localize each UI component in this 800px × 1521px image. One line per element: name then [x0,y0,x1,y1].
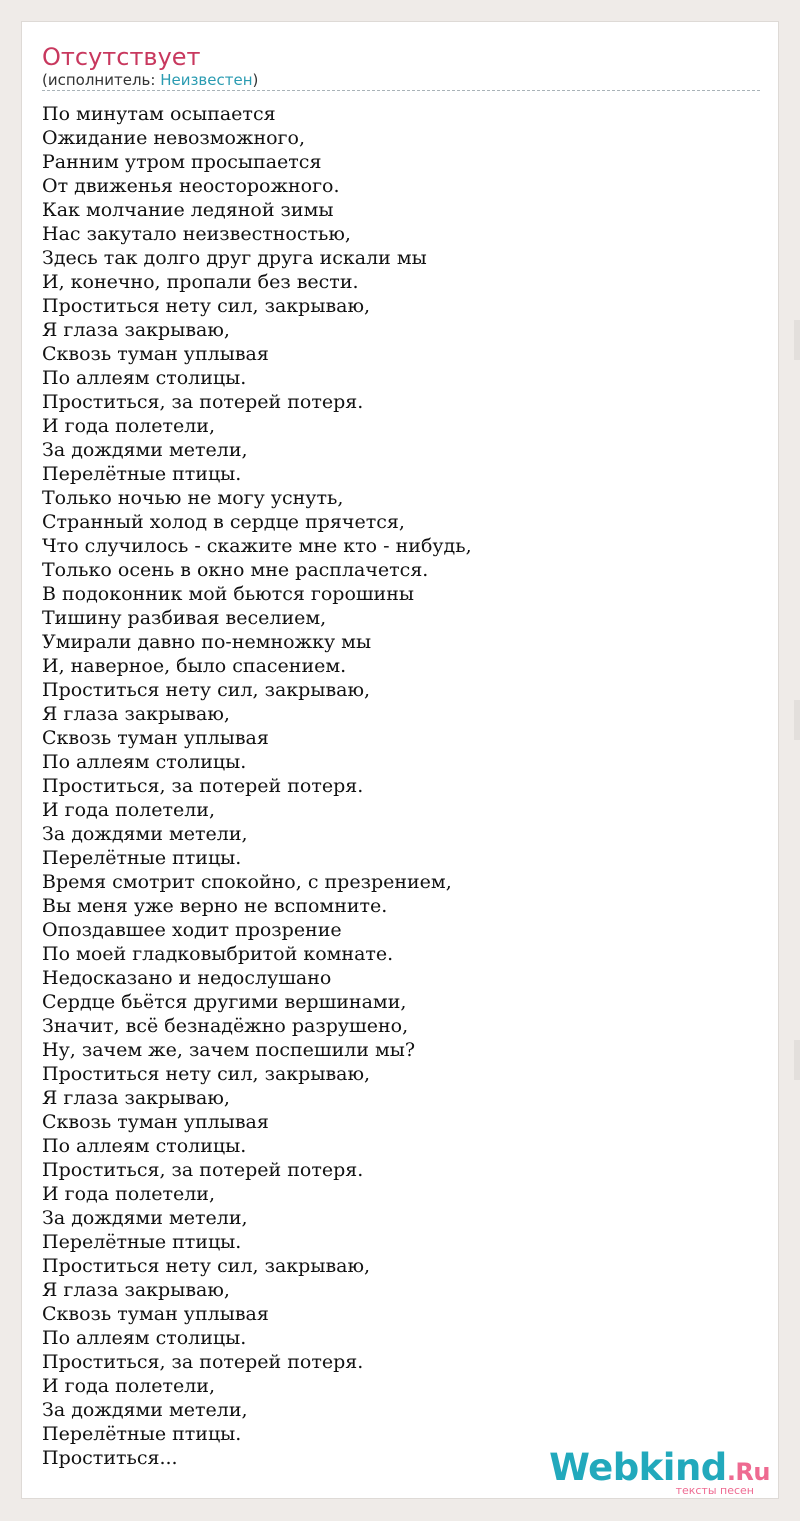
lyric-line: За дождями метели, [42,823,248,845]
lyric-line: И года полетели, [42,415,216,437]
artist-link[interactable]: Неизвестен [160,71,253,89]
artist-prefix: (исполнитель: [42,71,161,89]
logo-tagline: тексты песен [675,1484,754,1497]
lyric-line: Сквозь туман уплывая [42,343,269,365]
lyric-line: Здесь так долго друг друга искали мы [42,247,427,269]
lyric-line: И года полетели, [42,1183,216,1205]
lyric-line: Перелётные птицы. [42,463,242,485]
lyric-line: Ну, зачем же, зачем поспешили мы? [42,1039,416,1061]
lyric-line: Только осень в окно мне расплачется. [42,559,429,581]
lyric-line: Проститься, за потерей потеря. [42,775,364,797]
lyric-line: По аллеям столицы. [42,1327,247,1349]
lyric-line: Проститься нету сил, закрываю, [42,679,371,701]
lyric-line: Опоздавшее ходит прозрение [42,919,342,941]
lyric-line: От движенья неосторожного. [42,175,340,197]
lyric-line: За дождями метели, [42,439,248,461]
lyric-line: Проститься, за потерей потеря. [42,1351,364,1373]
lyric-line: Сквозь туман уплывая [42,1111,269,1133]
lyric-line: Вы меня уже верно не вспомните. [42,895,388,917]
lyric-line: Проститься, за потерей потеря. [42,391,364,413]
lyric-line: Проститься нету сил, закрываю, [42,295,371,317]
edge-mark [794,1040,800,1080]
lyric-line: По аллеям столицы. [42,367,247,389]
edge-mark [794,700,800,740]
song-title: Отсутствует [42,43,201,71]
artist-suffix: ) [252,71,259,89]
lyric-line: И года полетели, [42,799,216,821]
lyric-line: Ожидание невозможного, [42,127,305,149]
lyric-line: Перелётные птицы. [42,1231,242,1253]
lyric-line: Я глаза закрываю, [42,319,230,341]
lyric-line: Сквозь туман уплывая [42,727,269,749]
lyric-line: Ранним утром просыпается [42,151,322,173]
lyric-line: Я глаза закрываю, [42,1279,230,1301]
lyrics-card [21,21,779,1499]
lyric-line: Сердце бьётся другими вершинами, [42,991,407,1013]
edge-mark [794,320,800,360]
lyric-line: Проститься нету сил, закрываю, [42,1063,371,1085]
lyric-line: Недосказано и недослушано [42,967,332,989]
lyric-line: Проститься нету сил, закрываю, [42,1255,371,1277]
logo-name: Webkind [549,1446,727,1489]
lyric-line: Умирали давно по-немножку мы [42,631,372,653]
lyric-line: По аллеям столицы. [42,751,247,773]
lyric-line: Я глаза закрываю, [42,1087,230,1109]
lyric-line: Время смотрит спокойно, с презрением, [42,871,452,893]
lyric-line: Как молчание ледяной зимы [42,199,334,221]
lyric-line: Значит, всё безнадёжно разрушено, [42,1015,409,1037]
lyric-line: Что случилось - скажите мне кто - нибудь, [42,535,472,557]
lyric-line: И года полетели, [42,1375,216,1397]
lyric-line: Проститься... [42,1447,178,1469]
lyric-line: Перелётные птицы. [42,1423,242,1445]
lyric-line: И, конечно, пропали без вести. [42,271,359,293]
site-logo[interactable] [549,1446,770,1497]
lyric-line: Странный холод в сердце прячется, [42,511,405,533]
lyric-line: И, наверное, было спасением. [42,655,347,677]
lyric-line: По минутам осыпается [42,103,276,125]
logo-tld: .Ru [726,1458,770,1486]
lyric-line: Только ночью не могу уснуть, [42,487,344,509]
lyric-line: По аллеям столицы. [42,1135,247,1157]
lyric-line: Проститься, за потерей потеря. [42,1159,364,1181]
lyric-line: В подоконник мой бьются горошины [42,583,414,605]
lyric-line: Сквозь туман уплывая [42,1303,269,1325]
lyric-line: По моей гладковыбритой комнате. [42,943,394,965]
lyric-line: Перелётные птицы. [42,847,242,869]
title-divider [42,90,760,91]
lyric-line: За дождями метели, [42,1399,248,1421]
lyrics-text [42,102,472,1470]
lyric-line: За дождями метели, [42,1207,248,1229]
lyric-line: Я глаза закрываю, [42,703,230,725]
lyric-line: Тишину разбивая веселием, [42,607,327,629]
lyric-line: Нас закутало неизвестностью, [42,223,351,245]
artist-line [42,70,258,90]
